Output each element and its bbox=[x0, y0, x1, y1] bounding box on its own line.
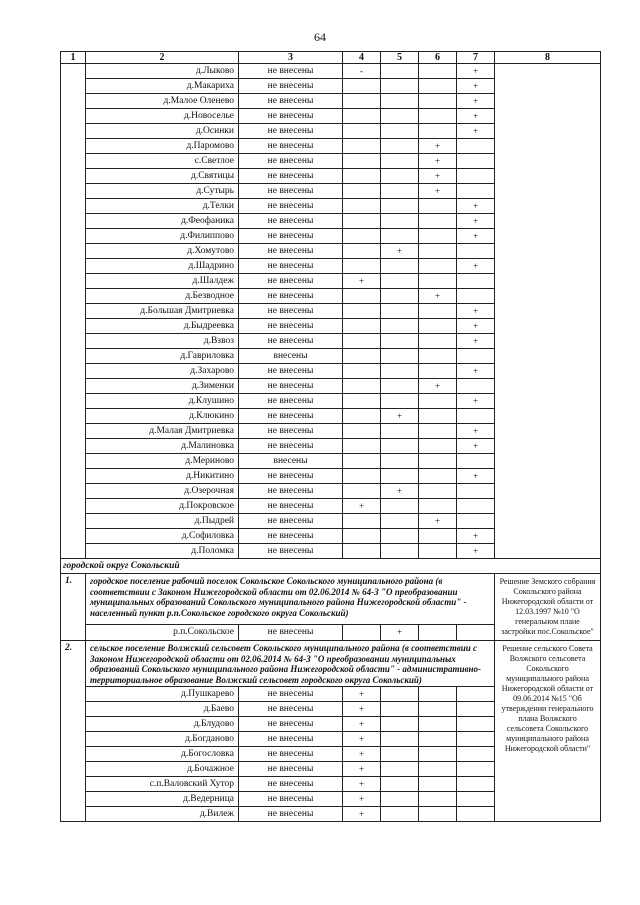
mark-cell bbox=[419, 499, 457, 514]
mark-cell: + bbox=[381, 244, 419, 259]
mark-cell: + bbox=[381, 409, 419, 424]
section-title: городской округ Сокольский bbox=[61, 559, 601, 574]
changes-status: не внесены bbox=[239, 184, 343, 199]
mark-cell bbox=[419, 424, 457, 439]
mark-cell bbox=[381, 274, 419, 289]
column-header: 3 bbox=[239, 52, 343, 64]
changes-status: не внесены bbox=[239, 544, 343, 559]
changes-status: не внесены bbox=[239, 304, 343, 319]
changes-status: не внесены bbox=[239, 529, 343, 544]
page-number: 64 bbox=[314, 30, 326, 44]
changes-status: не внесены bbox=[239, 624, 343, 640]
mark-cell bbox=[343, 319, 381, 334]
mark-cell bbox=[381, 439, 419, 454]
mark-cell bbox=[381, 319, 419, 334]
changes-status: не внесены bbox=[239, 484, 343, 499]
changes-status: не внесены bbox=[239, 229, 343, 244]
mark-cell bbox=[457, 732, 495, 747]
settlement-name: д.Осинки bbox=[86, 124, 239, 139]
settlement-name: д.Сутырь bbox=[86, 184, 239, 199]
settlement-name: д.Клюкино bbox=[86, 409, 239, 424]
settlement-name: д.Феофаника bbox=[86, 214, 239, 229]
number-cell bbox=[61, 64, 86, 559]
settlement-name: д.Святицы bbox=[86, 169, 239, 184]
settlement-name: д.Поломка bbox=[86, 544, 239, 559]
column-header: 4 bbox=[343, 52, 381, 64]
mark-cell bbox=[457, 169, 495, 184]
changes-status: не внесены bbox=[239, 214, 343, 229]
mark-cell bbox=[381, 544, 419, 559]
settlement-name: д.Озерочная bbox=[86, 484, 239, 499]
mark-cell bbox=[419, 244, 457, 259]
settlement-name: д.Ведерница bbox=[86, 792, 239, 807]
mark-cell bbox=[457, 349, 495, 364]
changes-status: не внесены bbox=[239, 94, 343, 109]
mark-cell bbox=[381, 379, 419, 394]
changes-status: не внесены bbox=[239, 154, 343, 169]
mark-cell: + bbox=[419, 289, 457, 304]
mark-cell bbox=[343, 199, 381, 214]
mark-cell: + bbox=[381, 624, 419, 640]
changes-status: не внесены bbox=[239, 792, 343, 807]
mark-cell bbox=[343, 544, 381, 559]
mark-cell: + bbox=[343, 777, 381, 792]
mark-cell bbox=[419, 717, 457, 732]
mark-cell bbox=[343, 379, 381, 394]
mark-cell bbox=[419, 529, 457, 544]
mark-cell bbox=[343, 394, 381, 409]
mark-cell bbox=[343, 424, 381, 439]
changes-status: не внесены bbox=[239, 747, 343, 762]
mark-cell bbox=[343, 229, 381, 244]
municipality-number: 2. bbox=[61, 641, 86, 822]
settlement-name: д.Софиловка bbox=[86, 529, 239, 544]
mark-cell bbox=[343, 184, 381, 199]
mark-cell bbox=[419, 304, 457, 319]
municipality-description: городское поселение рабочий поселок Сокольское Сокольского муниципального района (в соответствии с Законом Нижегородской области от 02.06.2014 № 64-З "О преобразовании муниципальных образований Сокольского муниципального района Нижегородской области" - населенный пункт р.п.Сокольское городского округа Сокольский) bbox=[86, 574, 495, 625]
settlement-name: д.Блудово bbox=[86, 717, 239, 732]
mark-cell bbox=[381, 229, 419, 244]
mark-cell bbox=[343, 364, 381, 379]
mark-cell bbox=[419, 274, 457, 289]
mark-cell: + bbox=[457, 259, 495, 274]
decision-note: Решение Земского собрания Сокольского района Нижегородской области от 12.03.1997 №10 "О генеральном плане застройки пос.Сокольское" bbox=[495, 574, 601, 641]
settlement-name: д.Пушкарево bbox=[86, 687, 239, 702]
changes-status: не внесены bbox=[239, 139, 343, 154]
mark-cell bbox=[419, 79, 457, 94]
changes-status: не внесены bbox=[239, 79, 343, 94]
mark-cell: + bbox=[419, 379, 457, 394]
mark-cell bbox=[343, 304, 381, 319]
mark-cell bbox=[343, 154, 381, 169]
changes-status: не внесены bbox=[239, 514, 343, 529]
mark-cell: + bbox=[457, 439, 495, 454]
settlement-name: д.Безводное bbox=[86, 289, 239, 304]
mark-cell bbox=[381, 702, 419, 717]
mark-cell bbox=[419, 214, 457, 229]
mark-cell: + bbox=[343, 747, 381, 762]
mark-cell bbox=[457, 702, 495, 717]
mark-cell bbox=[343, 529, 381, 544]
settlement-name: д.Макариха bbox=[86, 79, 239, 94]
mark-cell bbox=[457, 484, 495, 499]
changes-status: не внесены bbox=[239, 259, 343, 274]
mark-cell bbox=[419, 747, 457, 762]
mark-cell: + bbox=[457, 334, 495, 349]
mark-cell bbox=[457, 244, 495, 259]
mark-cell: + bbox=[457, 229, 495, 244]
settlements-table bbox=[60, 51, 601, 822]
settlement-name: д.Быдреевка bbox=[86, 319, 239, 334]
settlement-name: д.Вилеж bbox=[86, 807, 239, 822]
mark-cell bbox=[457, 792, 495, 807]
mark-cell bbox=[457, 747, 495, 762]
mark-cell bbox=[381, 807, 419, 822]
settlement-name: д.Малиновка bbox=[86, 439, 239, 454]
mark-cell bbox=[381, 762, 419, 777]
changes-status: не внесены bbox=[239, 394, 343, 409]
changes-status: не внесены bbox=[239, 274, 343, 289]
mark-cell bbox=[419, 454, 457, 469]
municipality-number: 1. bbox=[61, 574, 86, 641]
mark-cell bbox=[457, 454, 495, 469]
mark-cell bbox=[381, 289, 419, 304]
mark-cell: + bbox=[343, 274, 381, 289]
mark-cell: + bbox=[457, 394, 495, 409]
column-header: 6 bbox=[419, 52, 457, 64]
mark-cell bbox=[419, 544, 457, 559]
settlement-name: д.Баево bbox=[86, 702, 239, 717]
column-header: 7 bbox=[457, 52, 495, 64]
mark-cell: + bbox=[343, 732, 381, 747]
mark-cell bbox=[343, 469, 381, 484]
column-header: 2 bbox=[86, 52, 239, 64]
mark-cell bbox=[381, 184, 419, 199]
mark-cell bbox=[457, 717, 495, 732]
mark-cell: + bbox=[457, 544, 495, 559]
mark-cell: + bbox=[457, 364, 495, 379]
mark-cell bbox=[457, 139, 495, 154]
mark-cell: + bbox=[343, 717, 381, 732]
mark-cell bbox=[381, 394, 419, 409]
mark-cell bbox=[343, 349, 381, 364]
changes-status: внесены bbox=[239, 349, 343, 364]
mark-cell: + bbox=[343, 687, 381, 702]
changes-status: не внесены bbox=[239, 687, 343, 702]
settlement-name: д.Богданово bbox=[86, 732, 239, 747]
mark-cell bbox=[457, 762, 495, 777]
mark-cell: + bbox=[457, 124, 495, 139]
mark-cell bbox=[381, 687, 419, 702]
changes-status: внесены bbox=[239, 454, 343, 469]
mark-cell bbox=[457, 807, 495, 822]
mark-cell: + bbox=[343, 792, 381, 807]
mark-cell bbox=[419, 94, 457, 109]
mark-cell bbox=[381, 792, 419, 807]
mark-cell bbox=[343, 244, 381, 259]
mark-cell bbox=[343, 409, 381, 424]
mark-cell bbox=[381, 124, 419, 139]
mark-cell: + bbox=[457, 304, 495, 319]
mark-cell bbox=[343, 169, 381, 184]
mark-cell: + bbox=[457, 109, 495, 124]
mark-cell bbox=[343, 454, 381, 469]
municipality-row bbox=[61, 574, 601, 625]
column-header: 5 bbox=[381, 52, 419, 64]
mark-cell bbox=[381, 154, 419, 169]
mark-cell bbox=[457, 289, 495, 304]
mark-cell bbox=[381, 169, 419, 184]
settlement-name: д.Лыково bbox=[86, 64, 239, 79]
mark-cell bbox=[419, 409, 457, 424]
mark-cell: + bbox=[419, 169, 457, 184]
changes-status: не внесены bbox=[239, 199, 343, 214]
mark-cell bbox=[381, 64, 419, 79]
mark-cell: + bbox=[457, 424, 495, 439]
changes-status: не внесены bbox=[239, 807, 343, 822]
mark-cell bbox=[381, 732, 419, 747]
mark-cell bbox=[381, 454, 419, 469]
mark-cell bbox=[381, 747, 419, 762]
settlement-name: д.Большая Дмитриевка bbox=[86, 304, 239, 319]
mark-cell: + bbox=[457, 94, 495, 109]
changes-status: не внесены bbox=[239, 124, 343, 139]
settlement-name: с.Светлое bbox=[86, 154, 239, 169]
settlement-name: р.п.Сокольское bbox=[86, 624, 239, 640]
changes-status: не внесены bbox=[239, 379, 343, 394]
mark-cell bbox=[419, 439, 457, 454]
mark-cell bbox=[343, 94, 381, 109]
changes-status: не внесены bbox=[239, 109, 343, 124]
changes-status: не внесены bbox=[239, 732, 343, 747]
settlement-name: д.Паромово bbox=[86, 139, 239, 154]
mark-cell bbox=[419, 229, 457, 244]
mark-cell bbox=[381, 499, 419, 514]
mark-cell bbox=[343, 289, 381, 304]
mark-cell bbox=[457, 514, 495, 529]
mark-cell bbox=[381, 109, 419, 124]
mark-cell bbox=[381, 259, 419, 274]
mark-cell bbox=[381, 304, 419, 319]
mark-cell bbox=[457, 154, 495, 169]
section-header-row bbox=[61, 559, 601, 574]
changes-status: не внесены bbox=[239, 717, 343, 732]
mark-cell bbox=[419, 109, 457, 124]
mark-cell: + bbox=[419, 154, 457, 169]
mark-cell bbox=[457, 624, 495, 640]
changes-status: не внесены bbox=[239, 364, 343, 379]
mark-cell: + bbox=[343, 499, 381, 514]
mark-cell: + bbox=[381, 484, 419, 499]
changes-status: не внесены bbox=[239, 439, 343, 454]
changes-status: не внесены bbox=[239, 702, 343, 717]
mark-cell bbox=[343, 259, 381, 274]
decision-note: Решение сельского Совета Волжского сельсовета Сокольского муниципального района Нижегородской области от 09.06.2014 №15 "Об утверждении генерального плана Волжского сельсовета Сокольского муниципального района Нижегородской области" bbox=[495, 641, 601, 822]
mark-cell: + bbox=[457, 199, 495, 214]
settlement-name: д.Шадрино bbox=[86, 259, 239, 274]
changes-status: не внесены bbox=[239, 244, 343, 259]
changes-status: не внесены bbox=[239, 762, 343, 777]
changes-status: не внесены bbox=[239, 777, 343, 792]
changes-status: не внесены bbox=[239, 499, 343, 514]
changes-status: не внесены bbox=[239, 409, 343, 424]
mark-cell: + bbox=[457, 319, 495, 334]
changes-status: не внесены bbox=[239, 64, 343, 79]
mark-cell bbox=[419, 364, 457, 379]
settlement-name: д.Новоселье bbox=[86, 109, 239, 124]
mark-cell bbox=[381, 199, 419, 214]
mark-cell bbox=[419, 792, 457, 807]
mark-cell bbox=[381, 717, 419, 732]
changes-status: не внесены bbox=[239, 319, 343, 334]
mark-cell bbox=[381, 214, 419, 229]
mark-cell: + bbox=[457, 79, 495, 94]
municipality-row bbox=[61, 641, 601, 687]
mark-cell bbox=[381, 529, 419, 544]
mark-cell bbox=[381, 364, 419, 379]
mark-cell bbox=[457, 274, 495, 289]
municipality-description: сельское поселение Волжский сельсовет Сокольского муниципального района (в соответствии с Законом Нижегородской области от 02.06.2014 № 64-З "О преобразовании муниципальных образований Сокольского муниципального района Нижегородской области" - административно-территориальное образование Волжский сельсовет городского округа Сокольский) bbox=[86, 641, 495, 687]
mark-cell bbox=[419, 687, 457, 702]
mark-cell: + bbox=[343, 762, 381, 777]
changes-status: не внесены bbox=[239, 469, 343, 484]
mark-cell bbox=[419, 484, 457, 499]
mark-cell bbox=[457, 687, 495, 702]
table-header-row bbox=[61, 52, 601, 64]
settlement-name: д.Гавриловка bbox=[86, 349, 239, 364]
mark-cell bbox=[381, 424, 419, 439]
settlement-name: д.Малая Дмитриевка bbox=[86, 424, 239, 439]
mark-cell bbox=[381, 334, 419, 349]
mark-cell: + bbox=[419, 514, 457, 529]
mark-cell: + bbox=[419, 139, 457, 154]
settlement-name: д.Никитино bbox=[86, 469, 239, 484]
mark-cell: + bbox=[419, 184, 457, 199]
settlement-name: д.Клушино bbox=[86, 394, 239, 409]
mark-cell bbox=[381, 79, 419, 94]
mark-cell bbox=[381, 777, 419, 792]
mark-cell bbox=[457, 184, 495, 199]
mark-cell bbox=[419, 319, 457, 334]
mark-cell bbox=[419, 259, 457, 274]
mark-cell bbox=[381, 349, 419, 364]
settlement-name: д.Телки bbox=[86, 199, 239, 214]
mark-cell bbox=[457, 379, 495, 394]
mark-cell bbox=[457, 409, 495, 424]
settlement-name: д.Малое Оленево bbox=[86, 94, 239, 109]
mark-cell bbox=[419, 124, 457, 139]
mark-cell bbox=[457, 777, 495, 792]
mark-cell bbox=[419, 762, 457, 777]
mark-cell: + bbox=[343, 807, 381, 822]
mark-cell bbox=[419, 732, 457, 747]
settlement-name: д.Зименки bbox=[86, 379, 239, 394]
mark-cell: + bbox=[457, 469, 495, 484]
changes-status: не внесены bbox=[239, 424, 343, 439]
mark-cell: + bbox=[343, 702, 381, 717]
mark-cell: + bbox=[457, 214, 495, 229]
mark-cell bbox=[343, 624, 381, 640]
settlement-name: д.Богословка bbox=[86, 747, 239, 762]
settlement-name: д.Захарово bbox=[86, 364, 239, 379]
settlement-name: д.Филиппово bbox=[86, 229, 239, 244]
mark-cell bbox=[419, 349, 457, 364]
mark-cell bbox=[343, 139, 381, 154]
mark-cell bbox=[419, 777, 457, 792]
mark-cell bbox=[419, 624, 457, 640]
mark-cell: + bbox=[457, 529, 495, 544]
mark-cell bbox=[343, 334, 381, 349]
settlement-name: с.п.Валовский Хутор bbox=[86, 777, 239, 792]
column-header: 8 bbox=[495, 52, 601, 64]
mark-cell bbox=[343, 439, 381, 454]
mark-cell bbox=[343, 79, 381, 94]
mark-cell bbox=[419, 199, 457, 214]
settlement-name: д.Пыдрей bbox=[86, 514, 239, 529]
settlement-name: д.Бочажное bbox=[86, 762, 239, 777]
changes-status: не внесены bbox=[239, 334, 343, 349]
mark-cell bbox=[343, 484, 381, 499]
mark-cell: - bbox=[343, 64, 381, 79]
settlement-name: д.Шалдеж bbox=[86, 274, 239, 289]
mark-cell bbox=[343, 214, 381, 229]
mark-cell bbox=[457, 499, 495, 514]
mark-cell bbox=[419, 807, 457, 822]
mark-cell bbox=[419, 469, 457, 484]
changes-status: не внесены bbox=[239, 289, 343, 304]
settlement-name: д.Хомутово bbox=[86, 244, 239, 259]
notes-cell bbox=[495, 64, 601, 559]
mark-cell bbox=[343, 109, 381, 124]
mark-cell: + bbox=[457, 64, 495, 79]
mark-cell bbox=[381, 139, 419, 154]
mark-cell bbox=[381, 94, 419, 109]
column-header: 1 bbox=[61, 52, 86, 64]
settlement-name: д.Покровское bbox=[86, 499, 239, 514]
mark-cell bbox=[419, 702, 457, 717]
mark-cell bbox=[419, 64, 457, 79]
settlement-name: д.Взвоз bbox=[86, 334, 239, 349]
mark-cell bbox=[381, 514, 419, 529]
changes-status: не внесены bbox=[239, 169, 343, 184]
mark-cell bbox=[381, 469, 419, 484]
table-row bbox=[61, 64, 601, 79]
mark-cell bbox=[343, 514, 381, 529]
settlement-name: д.Мериново bbox=[86, 454, 239, 469]
mark-cell bbox=[343, 124, 381, 139]
mark-cell bbox=[419, 394, 457, 409]
mark-cell bbox=[419, 334, 457, 349]
